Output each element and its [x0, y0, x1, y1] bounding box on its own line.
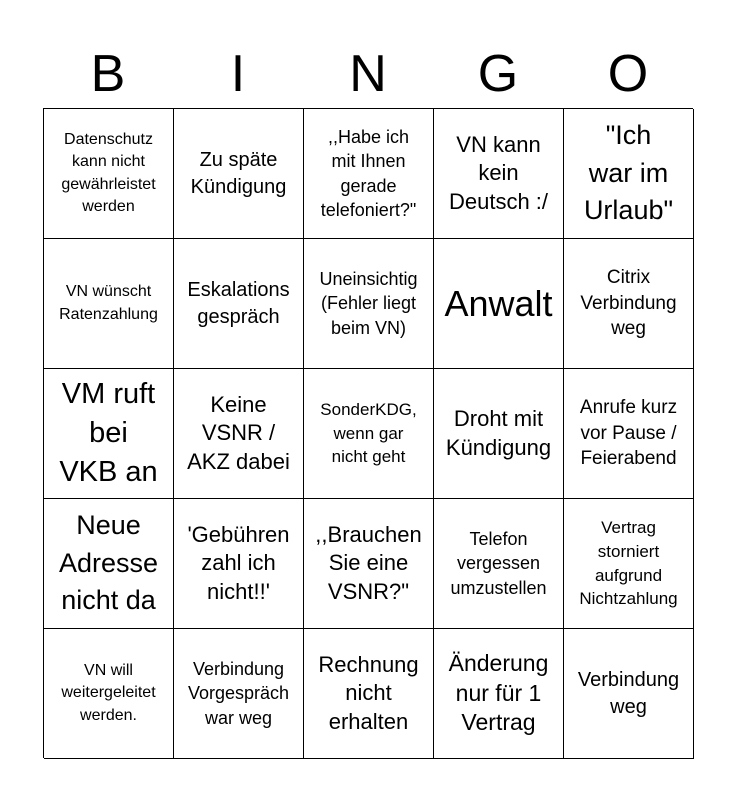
bingo-cell-r3c5[interactable]: Anrufe kurz vor Pause / Feierabend [564, 369, 694, 499]
bingo-cell-r4c5[interactable]: Vertrag storniert aufgrund Nichtzahlung [564, 499, 694, 629]
bingo-cell-r1c3[interactable]: ,,Habe ich mit Ihnen gerade telefoniert?" [304, 109, 434, 239]
bingo-cell-r4c3[interactable]: ,,Brauchen Sie eine VSNR?" [304, 499, 434, 629]
bingo-header [43, 40, 693, 108]
bingo-cell-r1c5[interactable]: "Ich war im Urlaub" [564, 109, 694, 239]
bingo-cell-r2c1[interactable]: VN wünscht Ratenzahlung [44, 239, 174, 369]
bingo-cell-r5c4[interactable]: Änderung nur für 1 Vertrag [434, 629, 564, 759]
bingo-cell-r2c5[interactable]: Citrix Verbindung weg [564, 239, 694, 369]
bingo-cell-r2c2[interactable]: Eskalations gespräch [174, 239, 304, 369]
bingo-cell-r4c2[interactable]: 'Gebühren zahl ich nicht!!' [174, 499, 304, 629]
bingo-cell-r4c4[interactable]: Telefon vergessen umzustellen [434, 499, 564, 629]
bingo-cell-r3c3[interactable]: SonderKDG, wenn gar nicht geht [304, 369, 434, 499]
bingo-cell-r3c4[interactable]: Droht mit Kündigung [434, 369, 564, 499]
bingo-cell-r4c1[interactable]: Neue Adresse nicht da [44, 499, 174, 629]
bingo-cell-r2c4[interactable]: Anwalt [434, 239, 564, 369]
bingo-cell-r1c4[interactable]: VN kann kein Deutsch :/ [434, 109, 564, 239]
bingo-cell-r5c1[interactable]: VN will weitergeleitet werden. [44, 629, 174, 759]
header-letter-n: N [349, 45, 387, 103]
bingo-cell-r5c5[interactable]: Verbindung weg [564, 629, 694, 759]
bingo-cell-r5c3[interactable]: Rechnung nicht erhalten [304, 629, 434, 759]
bingo-cell-r1c1[interactable]: Datenschutz kann nicht gewährleistet werden [44, 109, 174, 239]
bingo-cell-r3c2[interactable]: Keine VSNR / AKZ dabei [174, 369, 304, 499]
bingo-cell-r3c1[interactable]: VM ruft bei VKB an [44, 369, 174, 499]
header-letter-o: O [607, 45, 649, 103]
bingo-cell-r2c3[interactable]: Uneinsichtig (Fehler liegt beim VN) [304, 239, 434, 369]
bingo-cell-r5c2[interactable]: Verbindung Vorgespräch war weg [174, 629, 304, 759]
header-letter-i: I [230, 45, 246, 103]
header-letter-g: G [477, 45, 519, 103]
bingo-cell-r1c2[interactable]: Zu späte Kündigung [174, 109, 304, 239]
bingo-grid [43, 108, 693, 758]
header-letter-b: B [90, 45, 126, 103]
